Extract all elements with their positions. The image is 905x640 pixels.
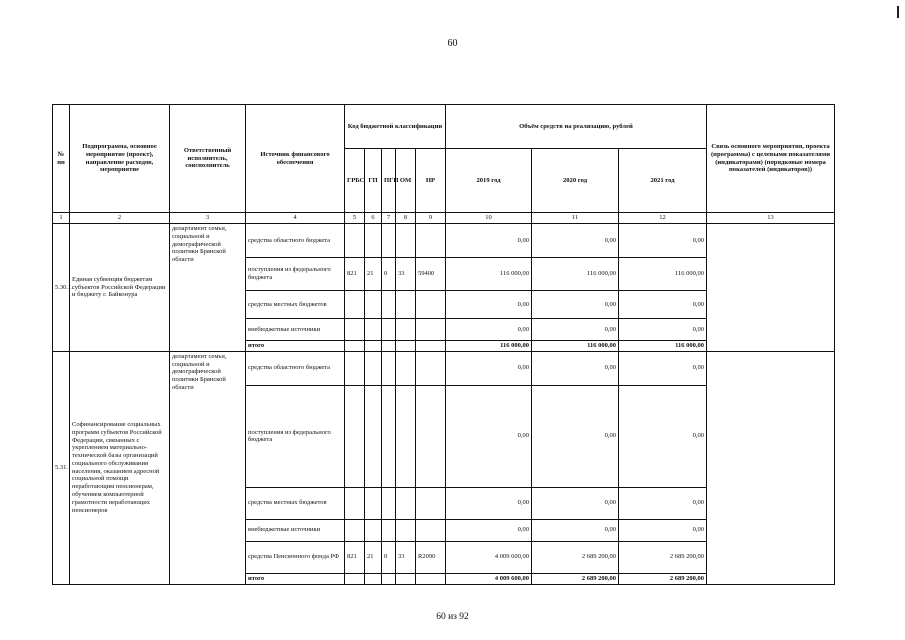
- header-source: Источник финансового обеспечения: [246, 105, 345, 213]
- amount-2020: 0,00: [532, 291, 619, 319]
- gp-cell: [365, 351, 382, 385]
- amount-2021: 0,00: [619, 291, 707, 319]
- amount-2019: 0,00: [446, 519, 532, 541]
- amount-2020: 116 000,00: [532, 258, 619, 291]
- header-pgp: ПГП: [382, 149, 396, 213]
- grbs-cell: [345, 319, 365, 341]
- total-2021: 116 000,00: [619, 341, 707, 352]
- grbs-cell: [345, 351, 365, 385]
- pgp-cell: [382, 385, 396, 487]
- header-num: № пп: [53, 105, 70, 213]
- source-cell: внебюджетные источники: [246, 519, 345, 541]
- amount-2021: 0,00: [619, 385, 707, 487]
- source-cell: поступления из федерального бюджета: [246, 385, 345, 487]
- total-2019: 4 009 600,00: [446, 573, 532, 584]
- om-cell: 33: [396, 541, 416, 573]
- gp-cell: 21: [365, 541, 382, 573]
- header-budget-code: Код бюджетной классификации: [345, 105, 446, 149]
- source-cell: поступления из федерального бюджета: [246, 258, 345, 291]
- source-cell: средства Пенсионного фонда РФ: [246, 541, 345, 573]
- np-cell: [416, 385, 446, 487]
- np-cell: [416, 319, 446, 341]
- total-2019: 116 000,00: [446, 341, 532, 352]
- header-2021: 2021 год: [619, 149, 707, 213]
- source-cell: средства местных бюджетов: [246, 291, 345, 319]
- amount-2021: 116 000,00: [619, 258, 707, 291]
- source-cell: внебюджетные источники: [246, 319, 345, 341]
- responsible-executor: департамент семьи, социальной и демографической политики Брянской области: [170, 224, 246, 352]
- pgp-cell: 0: [382, 258, 396, 291]
- grbs-cell: [345, 487, 365, 519]
- responsible-executor: департамент семьи, социальной и демографической политики Брянской области: [170, 351, 246, 584]
- amount-2019: 0,00: [446, 319, 532, 341]
- amount-2020: 0,00: [532, 319, 619, 341]
- scan-edge-mark: [897, 6, 899, 18]
- amount-2021: 0,00: [619, 224, 707, 258]
- pgp-cell: 0: [382, 541, 396, 573]
- amount-2020: 0,00: [532, 224, 619, 258]
- header-2019: 2019 год: [446, 149, 532, 213]
- om-cell: [396, 487, 416, 519]
- amount-2019: 4 009 600,00: [446, 541, 532, 573]
- column-index: 9: [416, 213, 446, 224]
- grbs-cell: [345, 291, 365, 319]
- row-number: 5.31.: [53, 351, 70, 584]
- header-np: НР: [416, 149, 446, 213]
- amount-2021: 2 689 200,00: [619, 541, 707, 573]
- column-index: 5: [345, 213, 365, 224]
- header-gp: ГП: [365, 149, 382, 213]
- pgp-cell: [382, 487, 396, 519]
- np-cell: [416, 487, 446, 519]
- om-cell: [396, 291, 416, 319]
- pgp-cell: [382, 319, 396, 341]
- total-2020: 116 000,00: [532, 341, 619, 352]
- source-cell: средства областного бюджета: [246, 224, 345, 258]
- om-cell: [396, 351, 416, 385]
- header-volume: Объём средств на реализацию, рублей: [446, 105, 707, 149]
- header-responsible: Ответственный исполнитель, соисполнитель: [170, 105, 246, 213]
- gp-cell: [365, 385, 382, 487]
- np-cell: R2090: [416, 541, 446, 573]
- column-index: 13: [707, 213, 835, 224]
- grbs-cell: 821: [345, 541, 365, 573]
- amount-2020: 2 689 200,00: [532, 541, 619, 573]
- indicator-link-cell: [707, 351, 835, 584]
- amount-2020: 0,00: [532, 519, 619, 541]
- column-index: 12: [619, 213, 707, 224]
- amount-2020: 0,00: [532, 385, 619, 487]
- amount-2020: 0,00: [532, 487, 619, 519]
- column-index: 11: [532, 213, 619, 224]
- np-cell: [416, 519, 446, 541]
- page-footer: 60 из 92: [436, 612, 469, 622]
- pgp-cell: [382, 291, 396, 319]
- gp-cell: [365, 319, 382, 341]
- grbs-cell: [345, 385, 365, 487]
- om-cell: [396, 519, 416, 541]
- header-program: Подпрограмма, основное мероприятие (проект), направление расходов, мероприятие: [70, 105, 170, 213]
- pgp-cell: [382, 224, 396, 258]
- header-grbs: ГРБС: [345, 149, 365, 213]
- om-cell: [396, 224, 416, 258]
- amount-2019: 0,00: [446, 385, 532, 487]
- header-row-1: [53, 105, 835, 149]
- amount-2019: 0,00: [446, 487, 532, 519]
- column-index: 10: [446, 213, 532, 224]
- total-label: итого: [246, 573, 345, 584]
- gp-cell: 21: [365, 258, 382, 291]
- gp-cell: [365, 291, 382, 319]
- grbs-cell: 821: [345, 258, 365, 291]
- row-number: 5.30.1.: [53, 224, 70, 352]
- column-index: 8: [396, 213, 416, 224]
- amount-2021: 0,00: [619, 319, 707, 341]
- pgp-cell: [382, 351, 396, 385]
- source-cell: средства областного бюджета: [246, 351, 345, 385]
- total-label: итого: [246, 341, 345, 352]
- gp-cell: [365, 519, 382, 541]
- grbs-cell: [345, 224, 365, 258]
- np-cell: [416, 291, 446, 319]
- np-cell: [416, 224, 446, 258]
- om-cell: 33: [396, 258, 416, 291]
- column-index: 2: [70, 213, 170, 224]
- total-2021: 2 689 200,00: [619, 573, 707, 584]
- column-index: 7: [382, 213, 396, 224]
- header-2020: 2020 год: [532, 149, 619, 213]
- indicator-link-cell: [707, 224, 835, 352]
- grbs-cell: [345, 519, 365, 541]
- header-om: ОМ: [396, 149, 416, 213]
- amount-2019: 0,00: [446, 224, 532, 258]
- column-index: 6: [365, 213, 382, 224]
- column-index: 1: [53, 213, 70, 224]
- measure-name: Софинансирование социальных программ субъектов Российской Федерации, связанных с укреплением материально-технической базы организаций социального обслуживания населения, оказанием адресной социальной помощи неработающим пенсионерам, обучением компьютерной грамотности неработающих пенсионеров: [70, 351, 170, 584]
- amount-2019: 0,00: [446, 291, 532, 319]
- column-index: 4: [246, 213, 345, 224]
- header-link: Связь основного мероприятия, проекта (программы) с целевыми показателями (индикаторами) (порядковые номера показателей (индикаторов)): [707, 105, 835, 213]
- pgp-cell: [382, 519, 396, 541]
- gp-cell: [365, 487, 382, 519]
- column-index: 3: [170, 213, 246, 224]
- amount-2019: 116 000,00: [446, 258, 532, 291]
- amount-2019: 0,00: [446, 351, 532, 385]
- amount-2021: 0,00: [619, 519, 707, 541]
- gp-cell: [365, 224, 382, 258]
- amount-2021: 0,00: [619, 351, 707, 385]
- total-2020: 2 689 200,00: [532, 573, 619, 584]
- measure-name: Единая субвенция бюджетам субъектов Российской Федерации и бюджету г. Байконура: [70, 224, 170, 352]
- np-cell: 59400: [416, 258, 446, 291]
- amount-2021: 0,00: [619, 487, 707, 519]
- page-number-top: 60: [447, 38, 458, 49]
- source-cell: средства местных бюджетов: [246, 487, 345, 519]
- np-cell: [416, 351, 446, 385]
- table-row: [53, 351, 835, 385]
- budget-table: [52, 104, 835, 585]
- column-index-row: [53, 213, 835, 224]
- table-row: [53, 224, 835, 258]
- om-cell: [396, 319, 416, 341]
- om-cell: [396, 385, 416, 487]
- amount-2020: 0,00: [532, 351, 619, 385]
